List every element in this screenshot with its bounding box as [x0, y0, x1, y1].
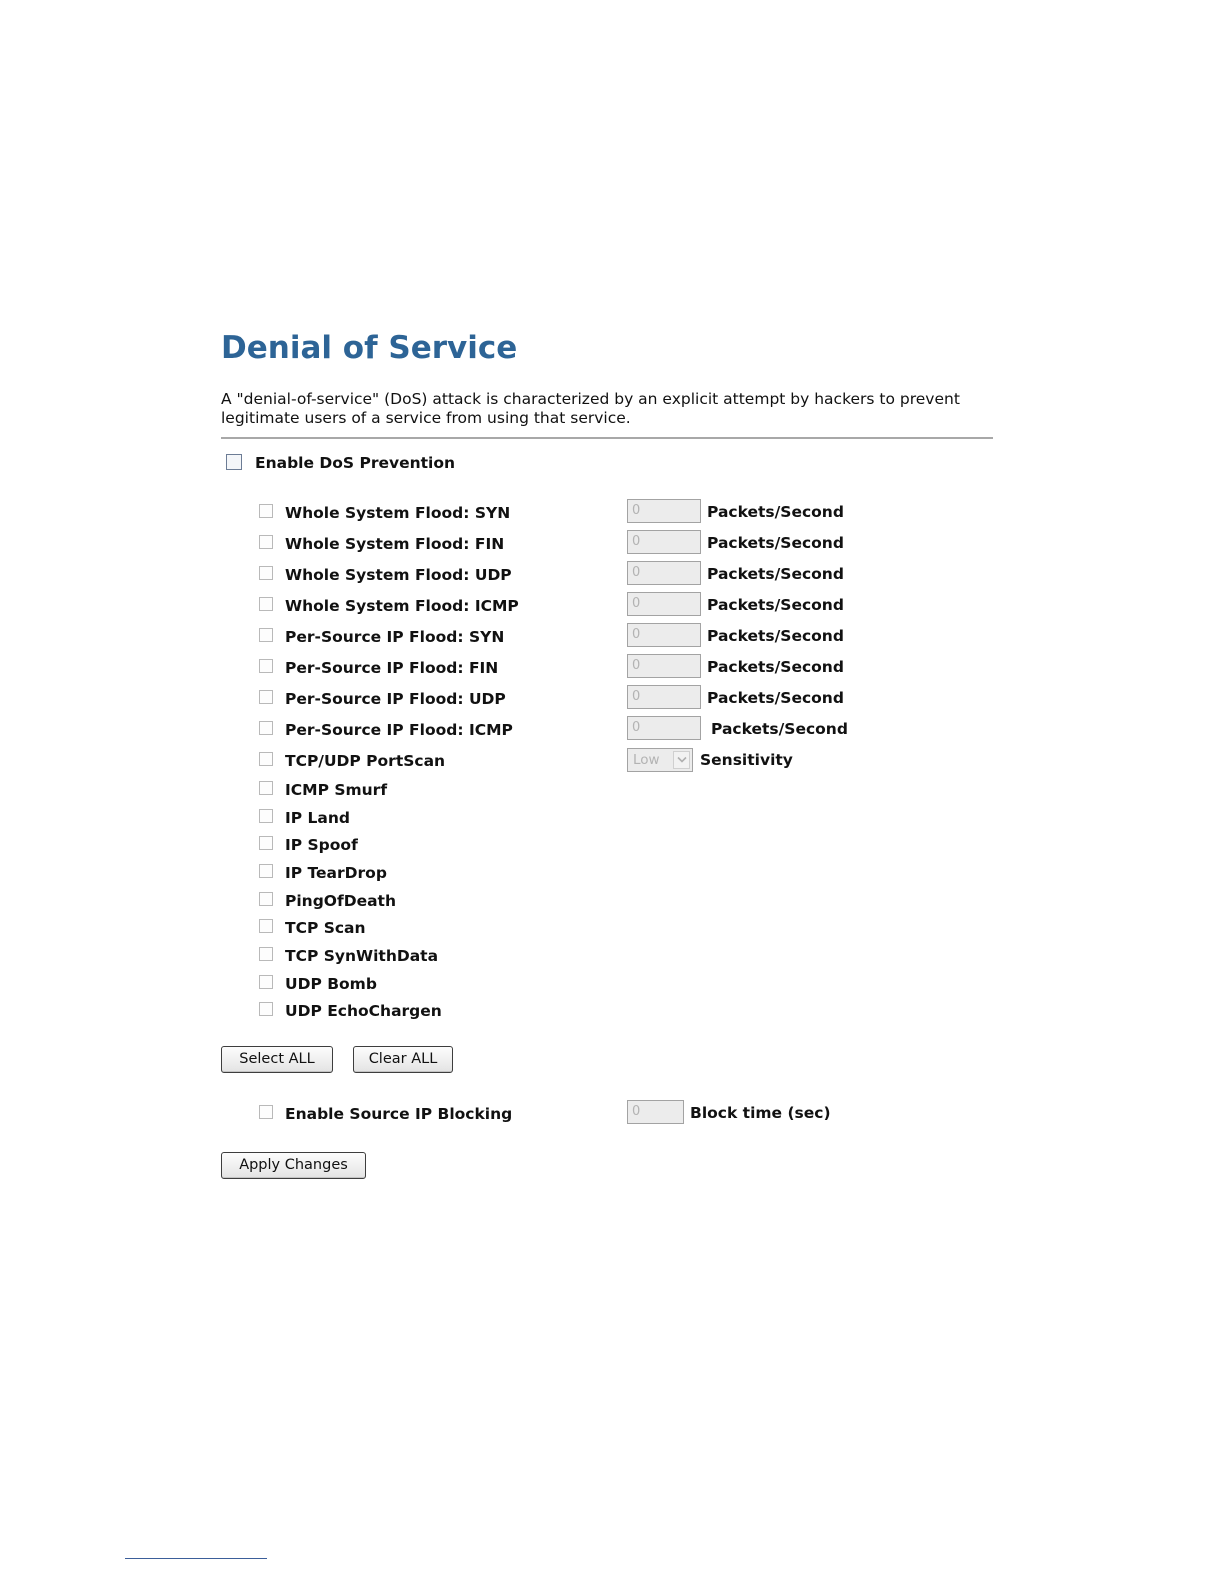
- flood-checkbox-udp[interactable]: [259, 566, 273, 580]
- attack-checkbox-tcp-scan[interactable]: [259, 919, 273, 933]
- header-divider: [221, 437, 993, 439]
- flood-checkbox-syn[interactable]: [259, 504, 273, 518]
- flood-rate-input[interactable]: 0: [627, 716, 701, 740]
- attack-label: PingOfDeath: [285, 892, 397, 910]
- flood-rate-input[interactable]: 0: [627, 685, 701, 709]
- enable-dos-label: Enable DoS Prevention: [255, 454, 456, 472]
- per-source-checkbox-fin[interactable]: [259, 659, 273, 673]
- flood-label: Whole System Flood: FIN: [285, 535, 505, 553]
- flood-label: Whole System Flood: UDP: [285, 566, 512, 584]
- clear-all-button[interactable]: Clear ALL: [353, 1046, 453, 1073]
- attack-label: IP Land: [285, 809, 350, 827]
- flood-rate-unit: Packets/Second: [707, 689, 844, 707]
- attack-label: TCP Scan: [285, 919, 366, 937]
- flood-rate-unit: Packets/Second: [707, 503, 844, 521]
- flood-checkbox-icmp[interactable]: [259, 597, 273, 611]
- flood-rate-unit: Packets/Second: [711, 720, 848, 738]
- portscan-label: TCP/UDP PortScan: [285, 752, 446, 770]
- attack-checkbox-udp-echochargen[interactable]: [259, 1002, 273, 1016]
- sensitivity-label: Sensitivity: [700, 751, 793, 769]
- attack-checkbox-ip-teardrop[interactable]: [259, 864, 273, 878]
- flood-rate-input[interactable]: 0: [627, 561, 701, 585]
- attack-checkbox-pingofdeath[interactable]: [259, 892, 273, 906]
- attack-checkbox-tcp-synwithdata[interactable]: [259, 947, 273, 961]
- flood-rate-unit: Packets/Second: [707, 627, 844, 645]
- select-all-button[interactable]: Select ALL: [221, 1046, 333, 1073]
- page-description: A "denial-of-service" (DoS) attack is characterized by an explicit attempt by hackers to prevent legitimate users of a service from using that service.: [221, 390, 960, 427]
- flood-rate-input[interactable]: 0: [627, 530, 701, 554]
- flood-rate-input[interactable]: 0: [627, 499, 701, 523]
- attack-label: TCP SynWithData: [285, 947, 439, 965]
- flood-rate-input[interactable]: 0: [627, 654, 701, 678]
- flood-label: Per-Source IP Flood: SYN: [285, 628, 505, 646]
- flood-rate-unit: Packets/Second: [707, 658, 844, 676]
- attack-checkbox-ip-spoof[interactable]: [259, 836, 273, 850]
- portscan-checkbox[interactable]: [259, 752, 273, 766]
- enable-dos-checkbox[interactable]: [226, 454, 242, 470]
- attack-label: UDP EchoChargen: [285, 1002, 442, 1020]
- attack-checkbox-udp-bomb[interactable]: [259, 975, 273, 989]
- per-source-checkbox-icmp[interactable]: [259, 721, 273, 735]
- sensitivity-select[interactable]: [627, 748, 693, 772]
- attack-checkbox-icmp-smurf[interactable]: [259, 781, 273, 795]
- flood-label: Whole System Flood: SYN: [285, 504, 511, 522]
- chevron-down-icon[interactable]: [673, 751, 690, 769]
- attack-checkbox-ip-land[interactable]: [259, 809, 273, 823]
- flood-checkbox-fin[interactable]: [259, 535, 273, 549]
- flood-label: Whole System Flood: ICMP: [285, 597, 519, 615]
- source-ip-blocking-checkbox[interactable]: [259, 1105, 273, 1119]
- block-time-unit: Block time (sec): [690, 1104, 831, 1122]
- apply-changes-button[interactable]: Apply Changes: [221, 1152, 366, 1179]
- attack-label: UDP Bomb: [285, 975, 377, 993]
- flood-rate-unit: Packets/Second: [707, 565, 844, 583]
- page-title: Denial of Service: [221, 330, 518, 366]
- block-time-input[interactable]: 0: [627, 1100, 684, 1124]
- per-source-checkbox-syn[interactable]: [259, 628, 273, 642]
- attack-label: IP Spoof: [285, 836, 358, 854]
- attack-label: IP TearDrop: [285, 864, 387, 882]
- flood-label: Per-Source IP Flood: UDP: [285, 690, 506, 708]
- per-source-checkbox-udp[interactable]: [259, 690, 273, 704]
- flood-label: Per-Source IP Flood: FIN: [285, 659, 499, 677]
- attack-label: ICMP Smurf: [285, 781, 388, 799]
- footnote-divider: [125, 1558, 267, 1559]
- flood-rate-unit: Packets/Second: [707, 534, 844, 552]
- flood-rate-input[interactable]: 0: [627, 623, 701, 647]
- flood-rate-unit: Packets/Second: [707, 596, 844, 614]
- source-ip-blocking-label: Enable Source IP Blocking: [285, 1105, 513, 1123]
- flood-rate-input[interactable]: 0: [627, 592, 701, 616]
- sensitivity-value: Low: [633, 752, 660, 768]
- flood-label: Per-Source IP Flood: ICMP: [285, 721, 513, 739]
